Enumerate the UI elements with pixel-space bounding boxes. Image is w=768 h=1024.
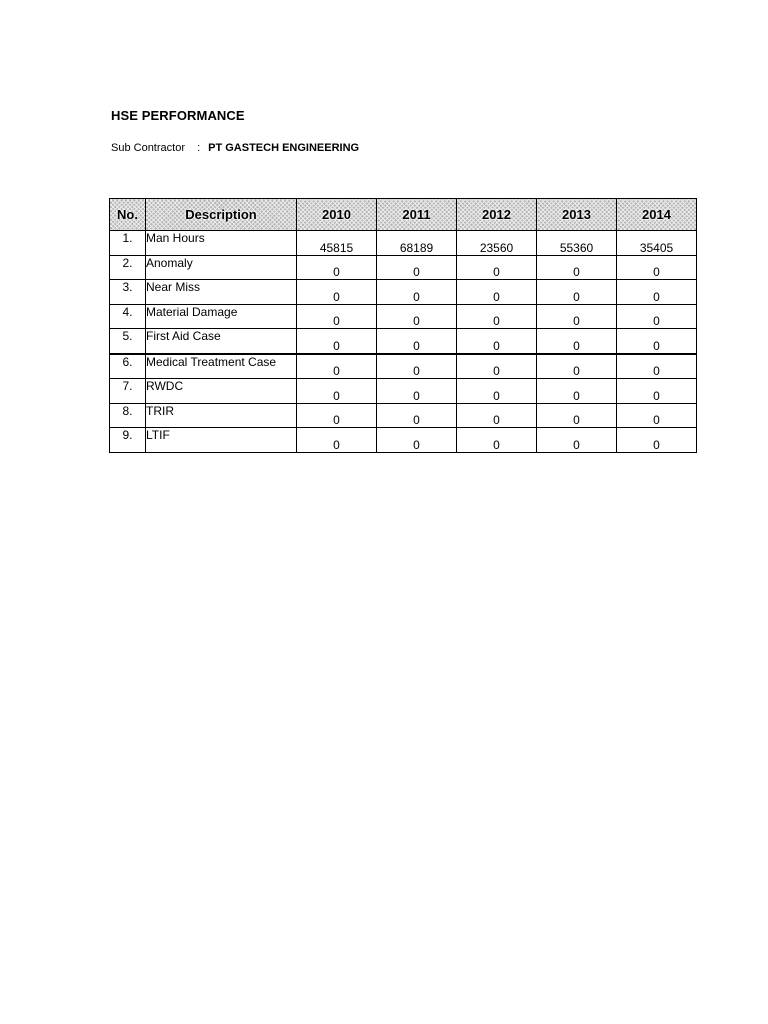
cell-value: 0 <box>457 354 537 379</box>
cell-value: 55360 <box>537 231 617 256</box>
header-description: Description <box>146 199 297 231</box>
cell-value: 0 <box>537 329 617 354</box>
cell-value: 0 <box>617 304 697 329</box>
row-no: 4. <box>110 304 146 329</box>
cell-value: 0 <box>537 304 617 329</box>
cell-value: 0 <box>297 304 377 329</box>
row-no: 9. <box>110 428 146 453</box>
cell-value: 0 <box>457 304 537 329</box>
cell-value: 0 <box>457 280 537 305</box>
cell-value: 0 <box>617 280 697 305</box>
cell-value: 0 <box>297 403 377 428</box>
row-description: Medical Treatment Case <box>146 354 297 379</box>
cell-value: 0 <box>457 255 537 280</box>
cell-value: 0 <box>457 428 537 453</box>
row-description: First Aid Case <box>146 329 297 354</box>
header-2011: 2011 <box>377 199 457 231</box>
row-no: 2. <box>110 255 146 280</box>
cell-value: 0 <box>617 354 697 379</box>
subcontractor-colon: : <box>197 142 201 154</box>
header-2014: 2014 <box>617 199 697 231</box>
cell-value: 0 <box>297 280 377 305</box>
table-row <box>110 231 697 256</box>
table-row <box>110 304 697 329</box>
cell-value: 0 <box>377 403 457 428</box>
cell-value: 0 <box>617 428 697 453</box>
cell-value: 0 <box>457 329 537 354</box>
row-no: 7. <box>110 379 146 404</box>
cell-value: 35405 <box>617 231 697 256</box>
cell-value: 0 <box>617 329 697 354</box>
cell-value: 0 <box>377 329 457 354</box>
cell-value: 0 <box>377 280 457 305</box>
cell-value: 0 <box>537 428 617 453</box>
cell-value: 68189 <box>377 231 457 256</box>
row-description: Man Hours <box>146 231 297 256</box>
cell-value: 0 <box>377 304 457 329</box>
table-row <box>110 354 697 379</box>
cell-value: 0 <box>457 379 537 404</box>
cell-value: 0 <box>537 255 617 280</box>
cell-value: 0 <box>617 379 697 404</box>
table-row <box>110 280 697 305</box>
header-2012: 2012 <box>457 199 537 231</box>
row-no: 8. <box>110 403 146 428</box>
cell-value: 0 <box>377 354 457 379</box>
cell-value: 0 <box>457 403 537 428</box>
cell-value: 23560 <box>457 231 537 256</box>
row-description: LTIF <box>146 428 297 453</box>
row-no: 3. <box>110 280 146 305</box>
subcontractor-line <box>111 142 359 154</box>
row-description: TRIR <box>146 403 297 428</box>
header-2013: 2013 <box>537 199 617 231</box>
table-row <box>110 403 697 428</box>
table-row <box>110 255 697 280</box>
subcontractor-name: PT GASTECH ENGINEERING <box>208 142 360 154</box>
row-description: RWDC <box>146 379 297 404</box>
hse-performance-table <box>109 198 697 453</box>
table-row <box>110 379 697 404</box>
subcontractor-label: Sub Contractor <box>111 142 185 154</box>
cell-value: 0 <box>377 428 457 453</box>
header-2010: 2010 <box>297 199 377 231</box>
row-description: Near Miss <box>146 280 297 305</box>
cell-value: 0 <box>377 255 457 280</box>
cell-value: 0 <box>377 379 457 404</box>
table-row <box>110 329 697 354</box>
cell-value: 0 <box>297 428 377 453</box>
cell-value: 0 <box>297 354 377 379</box>
row-no: 6. <box>110 354 146 379</box>
page-title: HSE PERFORMANCE <box>111 108 245 123</box>
cell-value: 0 <box>537 354 617 379</box>
cell-value: 0 <box>537 379 617 404</box>
cell-value: 0 <box>537 403 617 428</box>
cell-value: 0 <box>297 255 377 280</box>
table-header-row <box>110 199 697 231</box>
cell-value: 45815 <box>297 231 377 256</box>
cell-value: 0 <box>297 329 377 354</box>
cell-value: 0 <box>617 403 697 428</box>
row-no: 1. <box>110 231 146 256</box>
row-description: Anomaly <box>146 255 297 280</box>
cell-value: 0 <box>617 255 697 280</box>
table-row <box>110 428 697 453</box>
header-no: No. <box>110 199 146 231</box>
row-description: Material Damage <box>146 304 297 329</box>
cell-value: 0 <box>537 280 617 305</box>
row-no: 5. <box>110 329 146 354</box>
cell-value: 0 <box>297 379 377 404</box>
